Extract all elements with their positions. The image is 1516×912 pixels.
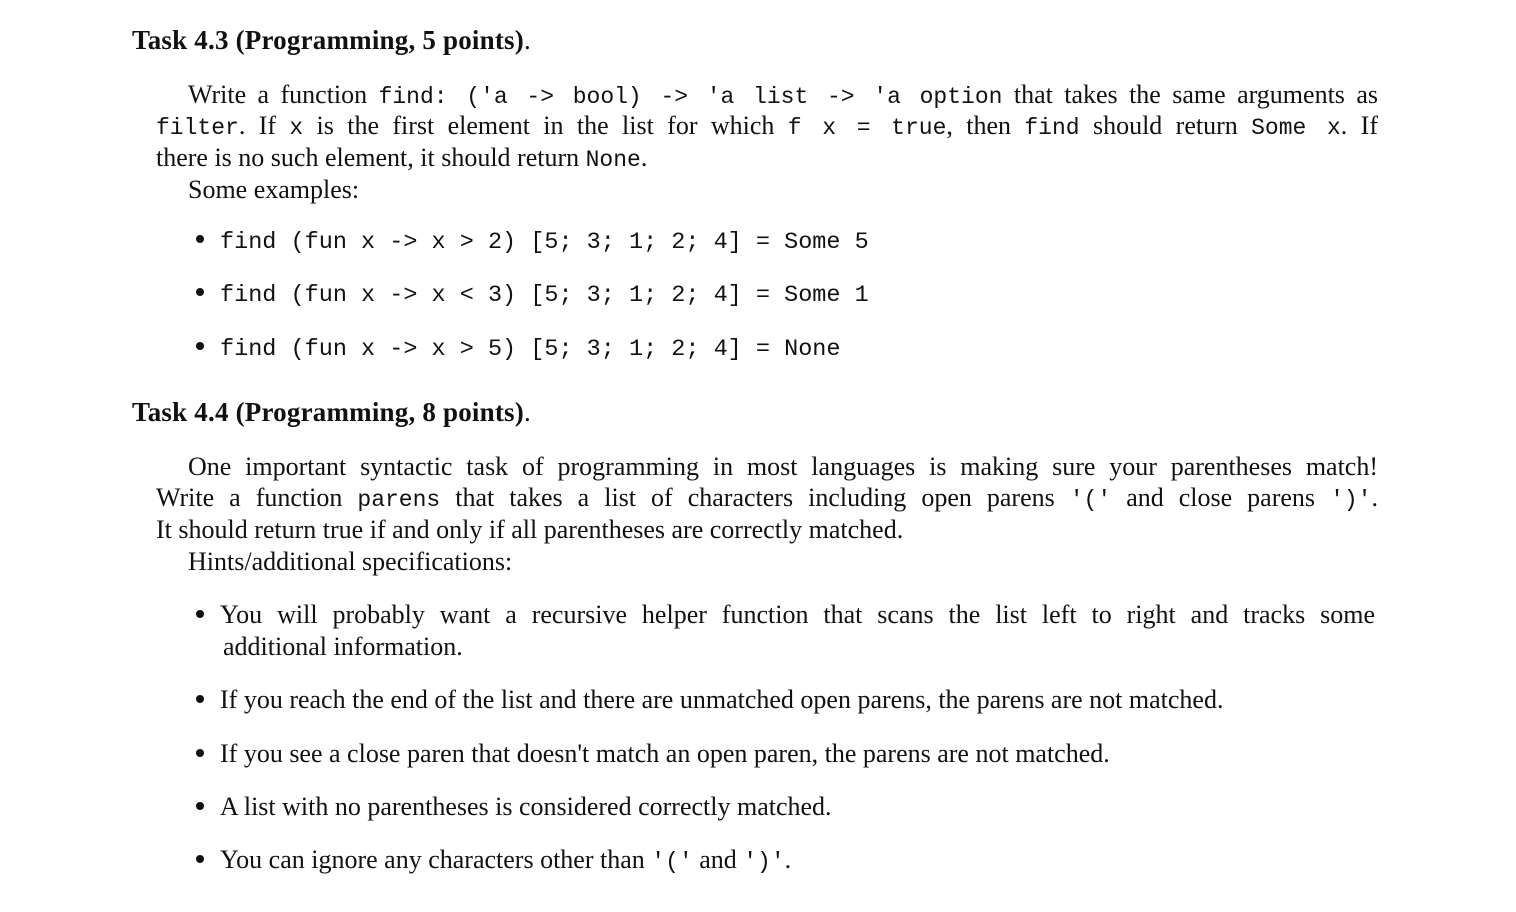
text: . xyxy=(1371,483,1378,512)
hint-text: and xyxy=(692,845,744,874)
find-code: find xyxy=(1024,115,1080,141)
close-paren-code: ')' xyxy=(1330,487,1372,513)
example-code: find (fun x -> x > 2) [5; 3; 1; 2; 4] = Some 5 xyxy=(220,229,869,256)
task-4-4-heading-text: Task 4.4 (Programming, 8 points) xyxy=(132,397,524,427)
hint-text: If you reach the end of the list and there are unmatched open parens, the parens are not matched. xyxy=(220,685,1224,714)
hint-item xyxy=(196,684,1223,716)
hint-item xyxy=(196,844,791,878)
hint-text: If you see a close paren that doesn't match an open paren, the parens are not matched. xyxy=(220,739,1110,768)
hint-item xyxy=(196,791,832,823)
hint-text: A list with no parentheses is considered correctly matched. xyxy=(220,792,832,821)
text: that takes a list of characters including open parens xyxy=(440,483,1070,512)
open-paren-code: '(' xyxy=(651,849,693,875)
hint-text: You will probably want a recursive helper function that scans the list left to right and tracks some xyxy=(220,600,1375,629)
bullet-icon xyxy=(196,288,204,296)
text: Write a function xyxy=(188,80,379,109)
close-paren-code: ')' xyxy=(743,849,785,875)
text: should return xyxy=(1079,111,1252,140)
example-code: find (fun x -> x < 3) [5; 3; 1; 2; 4] = Some 1 xyxy=(220,282,869,309)
text: . xyxy=(640,143,648,172)
f-x-true-code: f x = true xyxy=(787,115,947,141)
task-4-4-heading xyxy=(132,397,531,428)
example-item xyxy=(196,280,869,312)
hint-item-continuation: additional information. xyxy=(223,632,463,661)
task-4-3-intro-line-2 xyxy=(156,110,1378,144)
none-code: None xyxy=(585,147,641,173)
text: . If xyxy=(1340,111,1378,140)
bullet-icon xyxy=(196,342,204,350)
bullet-icon xyxy=(196,695,204,703)
bullet-icon xyxy=(196,610,204,618)
open-paren-code: '(' xyxy=(1069,487,1112,513)
filter-code: filter xyxy=(156,115,239,141)
bullet-icon xyxy=(196,802,204,810)
heading-period: . xyxy=(523,397,531,427)
example-item xyxy=(196,334,841,366)
hint-text: You can ignore any characters other than xyxy=(220,845,652,874)
task-4-3-intro-line-1 xyxy=(188,79,1378,113)
text: , then xyxy=(946,111,1025,140)
x-code: x xyxy=(289,115,304,141)
text: there is no such element, it should return xyxy=(156,143,586,172)
text: Write a function xyxy=(156,483,358,512)
task-4-3-heading xyxy=(132,25,531,56)
parens-code: parens xyxy=(357,487,441,513)
bullet-icon xyxy=(196,855,204,863)
bullet-icon xyxy=(196,235,204,243)
task-4-4-intro-line-1: One important syntactic task of programming in most languages is making sure your parentheses match! xyxy=(188,452,1378,481)
heading-period: . xyxy=(523,25,531,55)
task-4-4-hints-label: Hints/additional specifications: xyxy=(188,547,513,576)
example-code: find (fun x -> x > 5) [5; 3; 1; 2; 4] = None xyxy=(220,336,841,363)
hint-item xyxy=(196,738,1110,770)
task-4-4-intro-line-3: It should return true if and only if all parentheses are correctly matched. xyxy=(156,515,904,544)
hint-item xyxy=(196,599,1375,631)
task-4-4-intro-line-2 xyxy=(156,482,1378,516)
example-item xyxy=(196,227,869,259)
text: and close parens xyxy=(1111,483,1331,512)
bullet-icon xyxy=(196,749,204,757)
find-signature-code: find: ('a -> bool) -> 'a list -> 'a option xyxy=(378,84,1003,110)
task-4-3-heading-text: Task 4.3 (Programming, 5 points) xyxy=(132,25,524,55)
some-x-code: Some x xyxy=(1251,115,1341,141)
task-4-3-examples-label: Some examples: xyxy=(188,175,360,204)
text: is the first element in the list for which xyxy=(303,111,788,140)
task-4-3-intro-line-3 xyxy=(156,142,647,176)
text: that takes the same arguments as xyxy=(1002,80,1378,109)
text: . If xyxy=(238,111,290,140)
hint-text: . xyxy=(784,845,792,874)
